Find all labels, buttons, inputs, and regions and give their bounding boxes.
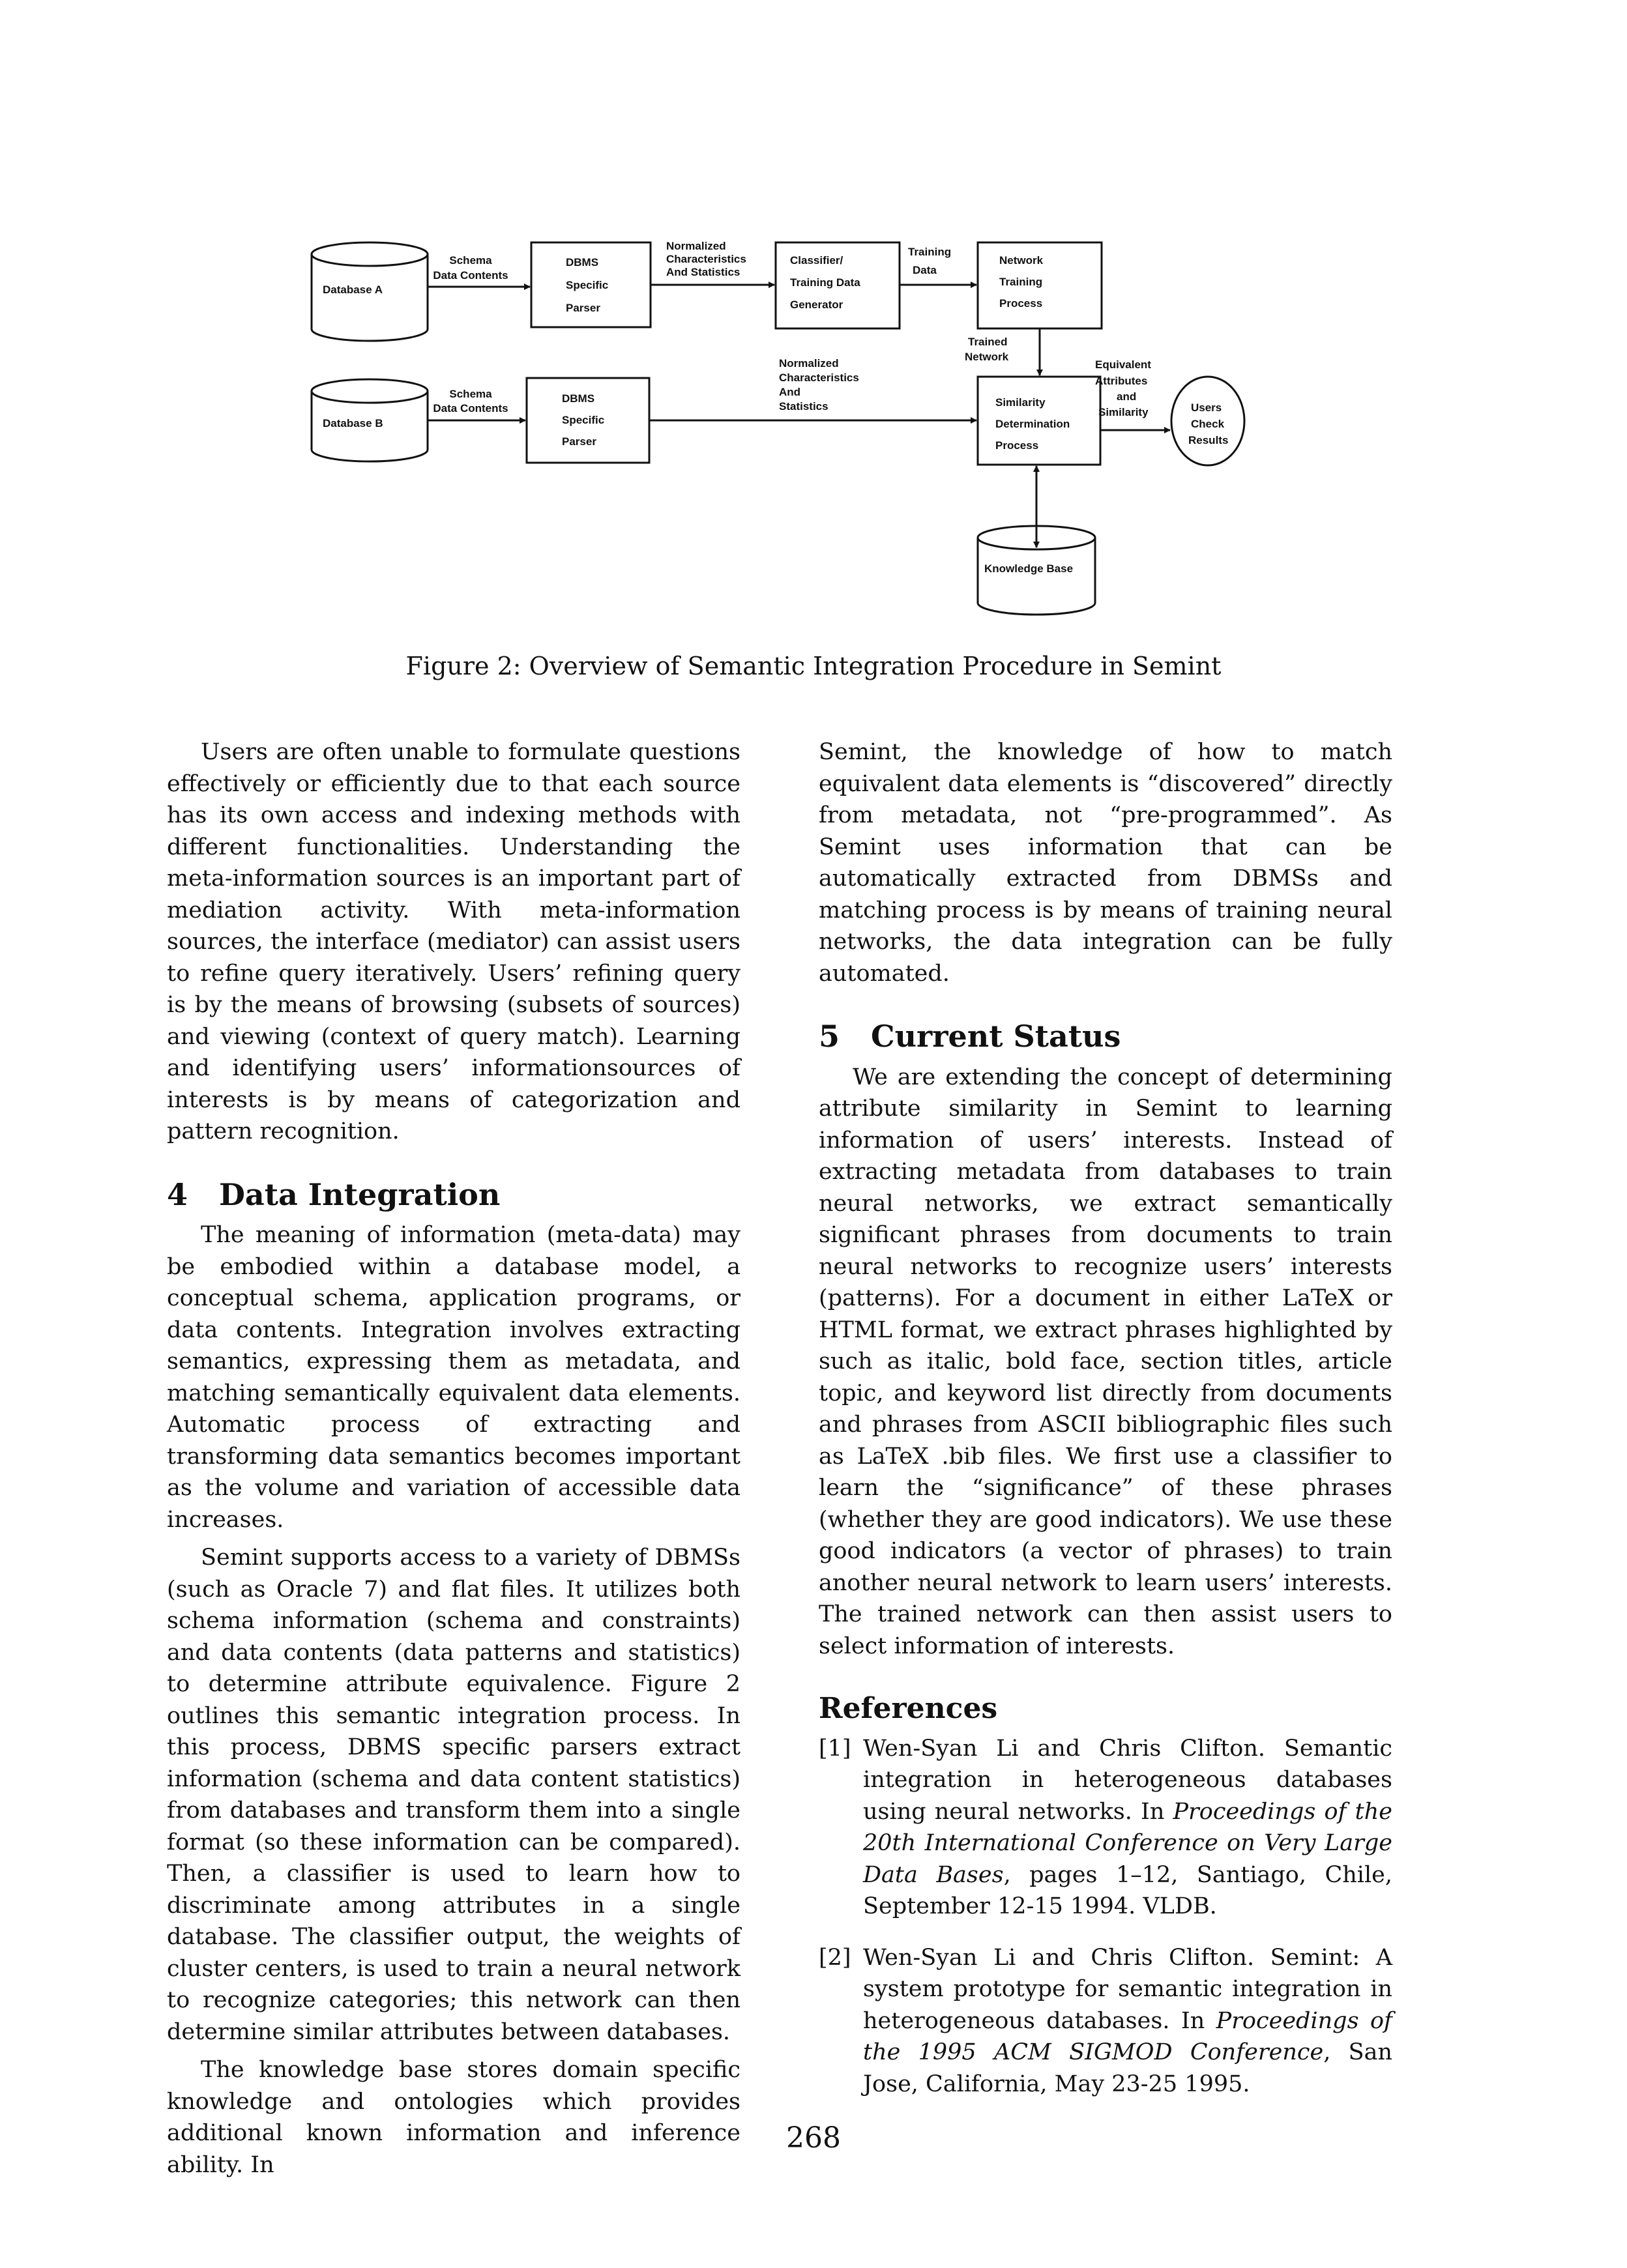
parser-b-l2: Specific [562, 414, 605, 426]
equivalent-l2: Attributes [1095, 375, 1148, 387]
parser-b-l1: DBMS [562, 392, 595, 405]
training-data-l1: Training [908, 246, 952, 258]
norm-bottom-l2: Characteristics [779, 371, 859, 384]
norm-bottom-l3: And [779, 386, 801, 398]
network-training-l2: Training [999, 276, 1043, 288]
reference-1-number: [1] [819, 1735, 851, 1762]
users-l3: Results [1188, 434, 1229, 446]
section-4-heading [167, 1176, 740, 1212]
reference-2-venue: Proceedings of the 1995 ACM SIGMOD Conference [863, 2007, 1392, 2065]
schema-a-l1: Schema [449, 254, 492, 267]
norm-top-l1: Normalized [666, 240, 726, 252]
training-data-l2: Data [913, 264, 937, 276]
left-column [167, 736, 740, 2181]
reference-1-details: , pages 1–12, Santiago, Chile, September 12-15 1994. VLDB. [863, 1861, 1392, 1919]
db-a-label: Database A [323, 284, 383, 296]
equivalent-l3: and [1117, 390, 1137, 403]
data-integration-p1: The meaning of information (meta-data) may be embodied within a database model, a conceptual schema, application programs, or data contents. Integration involves extracting semantics, expressing them as metadata, and matching semantically equivalent data elements. Automatic process of extracting and transforming data semantics becomes important as the volume and variation of accessible data increases. [167, 1222, 740, 1533]
classifier-l3: Generator [790, 298, 843, 311]
norm-bottom-l1: Normalized [779, 357, 839, 370]
classifier-l1: Classifier/ [790, 254, 843, 267]
reference-2 [819, 1942, 1392, 2101]
section-4-title: Data Integration [219, 1176, 501, 1212]
reference-1 [819, 1733, 1392, 1923]
section-5-number: 5 [819, 1019, 840, 1054]
norm-top-l2: Characteristics [666, 253, 746, 265]
intro-paragraph: Users are often unable to formulate questions effectively or efficiently due to that each source has its own access and indexing methods with different functionalities. Understanding the meta-information sources is an important part of mediation activity. With meta-information sources, the interface (mediator) can assist users to refine query iteratively. Users’ refining query is by the means of browsing (subsets of sources) and viewing (context of query match). Learning and identifying users’ informationsources of interests is by means of categorization and pattern recognition. [167, 739, 740, 1144]
semint-continuation: Semint, the knowledge of how to match equivalent data elements is “discovered” directly from metadata, not “pre-programmed”. As Semint uses information that can be automatically extracted from DBMSs and matching process is by means of training neural networks, the data integration can be fully automated. [819, 739, 1392, 987]
network-training-l3: Process [999, 297, 1043, 310]
norm-bottom-l4: Statistics [779, 400, 828, 413]
semint-figure [0, 0, 1627, 691]
db-b-label: Database B [323, 417, 383, 429]
norm-top-l3: And Statistics [666, 266, 740, 278]
references-heading: References [819, 1692, 998, 1725]
reference-1-authors: Wen-Syan Li and Chris Clifton. Semantic integration in heterogeneous databases using neural networks. In [863, 1735, 1392, 1825]
reference-1-text [863, 1733, 1392, 1923]
page-number: 268 [786, 2121, 841, 2155]
reference-2-authors: Wen-Syan Li and Chris Clifton. Semint: A system prototype for semantic integration in heterogeneous databases. In [863, 1944, 1392, 2034]
parser-b-l3: Parser [562, 435, 596, 448]
similarity-l1: Similarity [995, 396, 1046, 409]
users-l2: Check [1191, 418, 1225, 430]
trained-network-l1: Trained [968, 336, 1008, 348]
figure-caption: Figure 2: Overview of Semantic Integration Procedure in Semint [405, 652, 1222, 680]
reference-1-venue: Proceedings of the 20th International Conference on Very Large Data Bases [863, 1798, 1392, 1888]
schema-b-l1: Schema [449, 388, 492, 400]
reference-2-number: [2] [819, 1944, 851, 1971]
schema-a-l2: Data Contents [433, 269, 508, 282]
equivalent-l4: Similarity [1098, 406, 1149, 418]
similarity-l3: Process [995, 439, 1039, 452]
equivalent-l1: Equivalent [1095, 358, 1151, 371]
trained-network-l2: Network [965, 351, 1009, 363]
section-4-number: 4 [167, 1176, 188, 1212]
knowledge-base-label: Knowledge Base [984, 562, 1074, 575]
right-column [819, 736, 1392, 2100]
reference-2-text [863, 1942, 1392, 2101]
section-5-title: Current Status [871, 1019, 1121, 1054]
network-training-l1: Network [999, 254, 1044, 267]
section-5-heading [819, 1021, 1392, 1053]
current-status-p1: We are extending the concept of determining attribute similarity in Semint to learning information of users’ interests. Instead of extracting metadata from databases to train neural networks, we extract semantically significant phrases from documents to train neural networks to recognize users’ interests (patterns). For a document in either LaTeX or HTML format, we extract phrases highlighted by such as italic, bold face, section titles, article topic, and keyword list directly from documents and phrases from ASCII bibliographic files such as LaTeX .bib files. We first use a classifier to learn the “significance” of these phrases (whether they are good indicators). We use these good indicators (a vector of phrases) to train another neural network to learn users’ interests. The trained network can then assist users to select information of interests. [819, 1064, 1392, 1659]
schema-b-l2: Data Contents [433, 402, 508, 414]
similarity-l2: Determination [995, 418, 1070, 430]
data-integration-p3: The knowledge base stores domain specific knowledge and ontologies which provides additional known information and inference ability. In [167, 2057, 740, 2178]
reference-2-details: , San Jose, California, May 23-25 1995. [863, 2039, 1392, 2097]
parser-a-l2: Specific [566, 279, 609, 291]
parser-a-l3: Parser [566, 302, 600, 314]
users-l1: Users [1191, 401, 1222, 414]
data-integration-p2: Semint supports access to a variety of DBMSs (such as Oracle 7) and flat files. It utilizes both schema information (schema and constraints) and data contents (data patterns and statistics) to determine attribute equivalence. Figure 2 outlines this semantic integration process. In this process, DBMS specific parsers extract information (schema and data content statistics) from databases and transform them into a single format (so these information can be compared). Then, a classifier is used to learn how to discriminate among attributes in a single database. The classifier output, the weights of cluster centers, is used to train a neural network to recognize categories; this network can then determine similar attributes between databases. [167, 1545, 740, 2045]
classifier-l2: Training Data [790, 276, 860, 289]
parser-a-l1: DBMS [566, 256, 599, 269]
